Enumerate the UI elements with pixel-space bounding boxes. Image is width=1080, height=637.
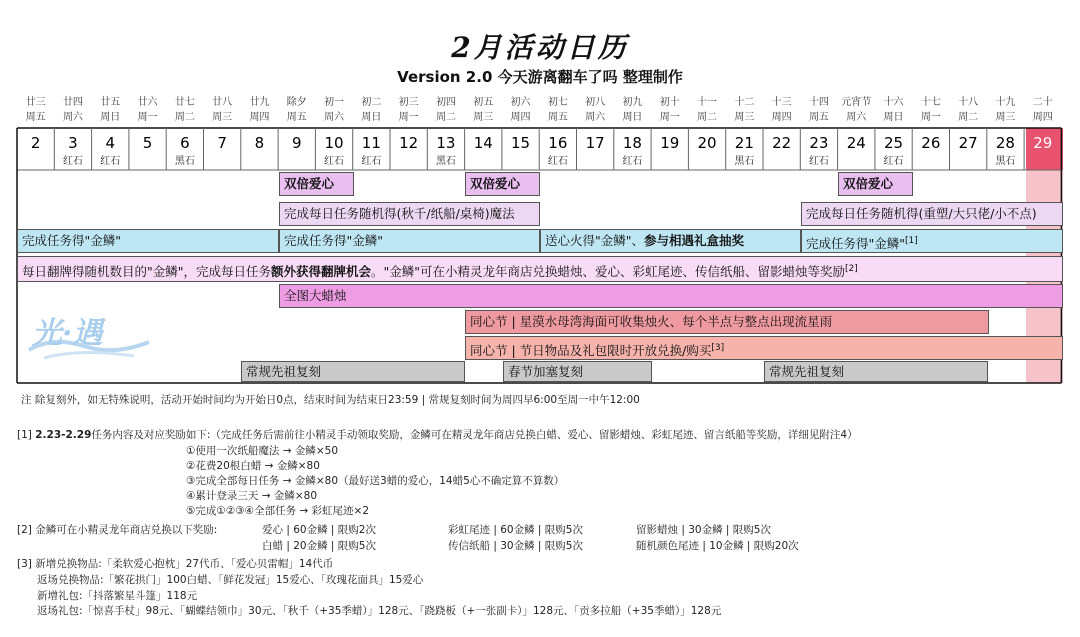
lunar-date: 廿七 [174,97,195,108]
ancestor-rerun-bar-1: 常规先祖复刻 [241,361,465,382]
footnote-1-header [17,427,858,442]
day-number: 17 [585,134,605,152]
day-number: 8 [254,134,265,152]
weekday-label: 周六 [846,112,867,123]
shop-item-4: 白蜡 | 20金鳞 | 限购5次 [262,540,376,552]
big-candle-bar: 全图大蜡烛 [279,284,1063,308]
shard-type [838,156,875,168]
lunar-date: 十三 [771,97,792,108]
lunar-date: 初六 [510,97,531,108]
task-item-1: ①使用一次纸船魔法 → 金鳞×50 [186,445,339,457]
shard-type: 红石 [324,156,345,167]
page-subtitle: Version 2.0 今天游离翻车了吗 整理制作 [397,68,683,86]
shard-type [278,156,315,168]
weekday-label: 周五 [286,112,307,123]
task-scale-bar-1: 完成任务得"金鳞" [17,229,279,253]
main-note: 注 除复刻外，如无特殊说明，活动开始时间均为开始日0点，结束时间为结束日23:59 | 常规复刻时间为周四早6:00至周一中午12:00 [21,394,640,406]
weekday-label: 周五 [547,112,568,123]
weekday-label: 周一 [920,112,941,123]
day-number: 13 [436,134,456,152]
day-number: 22 [772,134,792,152]
day-number: 28 [995,134,1015,152]
lunar-date: 初十 [659,97,680,108]
festival-bar-2 [465,336,1063,360]
day-number: 24 [846,134,866,152]
lunar-date: 元宵节 [841,97,872,108]
shard-type [129,156,166,168]
shop-item-5: 传信纸船 | 30金鳞 | 限购5次 [448,540,583,552]
footnote-2-prefix: [2] 金鳞可在小精灵龙年商店兑换以下奖励: [17,524,218,536]
lunar-date: 廿四 [62,97,83,108]
footnote-3-line-3: 新增礼包:「抖落繁星斗篷」118元 [37,590,198,602]
lunar-date: 十九 [995,97,1016,108]
shard-type: 黑石 [174,156,195,167]
footnote-3-line-1: [3] 新增兑换物品:「柔软爱心抱枕」27代币、「爱心贝雷帽」14代币 [17,558,334,570]
shard-type [17,156,54,168]
day-number: 16 [548,134,568,152]
task-scale-bar-2: 完成任务得"金鳞" [279,229,540,253]
daily-flip-text-b: 。"金鳞"可在小精灵龙年商店兑换蜡烛、爱心、彩虹尾迹、传信纸船、留影蜡烛等奖励 [371,264,846,280]
day-number: 19 [660,134,680,152]
weekday-label: 周日 [883,112,904,123]
task-item-3: ③完成全部每日任务 → 金鳞×80（最好送3蜡的爱心，14蜡5心不确定算不算数） [186,475,565,487]
weekday-label: 周一 [398,112,419,123]
weekday-label: 周二 [697,112,718,123]
footnote-1-date: 2.23-2.29 [35,429,92,441]
shard-type [390,156,427,168]
weekday-label: 周三 [995,112,1016,123]
footnote-1-rest: 任务内容及对应奖励如下:（完成任务后需前往小精灵手动领取奖励，金鳞可在精灵龙年商店兑换白蜡、爱心、留影蜡烛、彩虹尾迹、留言纸船等奖励，详细见附注4） [91,429,858,441]
weekday-label: 周四 [771,112,792,123]
lunar-date: 十二 [734,97,755,108]
day-number: 12 [399,134,419,152]
weekday-label: 周六 [324,112,345,123]
weekday-label: 周一 [659,112,680,123]
shard-type: 红石 [100,156,121,167]
weekday-label: 周三 [734,112,755,123]
shard-type: 红石 [883,156,904,167]
festival-2-text: 同心节 | 节日物品及礼包限时开放兑换/购买 [470,343,712,359]
weekday-label: 周日 [622,112,643,123]
ancestor-rerun-bar-2: 常规先祖复刻 [764,361,988,382]
shard-type [763,156,800,168]
lunar-date: 二十 [1032,97,1053,108]
shard-type: 黑石 [995,156,1016,167]
lunar-date: 初九 [622,97,643,108]
weekday-label: 周日 [361,112,382,123]
day-number: 5 [142,134,153,152]
lunar-date: 廿三 [25,97,46,108]
task-item-4: ④累计登录三天 → 金鳞×80 [186,490,318,502]
shard-type: 黑石 [734,156,755,167]
shard-type [1024,156,1061,168]
weekday-label: 周五 [25,112,46,123]
shard-type [465,156,502,168]
shard-type [241,156,278,168]
shard-type [204,156,241,168]
shop-item-1: 爱心 | 60金鳞 | 限购2次 [262,524,376,536]
shard-type [577,156,614,168]
fire-scale-bar [540,229,801,253]
lunar-date: 廿六 [137,97,158,108]
weekday-label: 周四 [510,112,531,123]
lunar-date: 初五 [473,97,494,108]
footnote-ref-1: [1] [905,236,918,246]
shard-type [950,156,987,168]
footnote-3-line-2: 返场兑换物品:「繁花拱门」100白蜡、「鲜花发冠」15爱心、「玫瑰花面具」15爱心 [37,574,424,586]
lunar-date: 除夕 [286,97,307,108]
task-item-5: ⑤完成①②③④全部任务 → 彩虹尾迹×2 [186,505,370,517]
weekday-label: 周三 [473,112,494,123]
day-number: 7 [217,134,227,152]
weekday-label: 周二 [435,112,456,123]
logo-text: 光·遇 [32,316,103,351]
double-love-bar-3: 双倍爱心 [838,172,913,196]
task-scale-text: 完成任务得"金鳞" [806,236,905,252]
day-number: 14 [473,134,493,152]
day-number: 18 [622,134,642,152]
day-number: 4 [105,134,116,152]
weekday-label: 周四 [249,112,270,123]
weekday-label: 周日 [100,112,121,123]
lunar-date: 初一 [324,97,345,108]
day-number: 10 [324,134,344,152]
lunar-date: 初八 [585,97,606,108]
footnote-3-line-4: 返场礼包:「惊喜手杖」98元、「蝴蝶结领巾」30元、「秋千（+35季蜡）」128元、「跷跷板（+一张副卡）」128元、「贡多拉船（+35季蜡）」128元 [37,605,722,617]
day-number: 15 [510,134,531,152]
weekday-label: 周六 [62,112,83,123]
shard-type: 红石 [547,156,568,167]
task-item-2: ②花费20根白蜡 → 金鳞×80 [186,460,320,472]
daily-magic-bar-2: 完成每日任务随机得(重塑/大只佬/小不点) [801,202,1063,226]
day-number: 6 [180,134,190,152]
shop-item-3: 留影蜡烛 | 30金鳞 | 限购5次 [636,524,771,536]
weekday-label: 周三 [212,112,233,123]
footnote-1-prefix: [1] [17,429,36,441]
lunar-date: 初七 [547,97,568,108]
day-number: 23 [809,134,829,152]
lunar-date: 廿八 [212,97,233,108]
page-title: 2月活动日历 [451,31,629,64]
festival-bar-1: 同心节 | 星漠水母湾海面可收集烛火、每个半点与整点出现流星雨 [465,310,989,334]
daily-flip-bold: 额外获得翻牌机会 [271,264,372,280]
weekday-label: 周四 [1032,112,1053,123]
day-number: 20 [697,134,717,152]
lunar-date: 十一 [697,97,718,108]
fire-scale-bold: 参与相遇礼盒抽奖 [644,233,745,248]
shard-type: 红石 [361,156,382,167]
double-love-bar-1: 双倍爱心 [279,172,354,196]
sky-logo-watermark [24,306,154,362]
daily-flip-text-a: 每日翻牌得随机数目的"金鳞"，完成每日任务 [22,264,271,280]
shop-item-6: 随机颜色尾迹 | 10金鳞 | 限购20次 [636,540,799,552]
weekday-label: 周二 [958,112,979,123]
day-number: 27 [958,134,978,152]
footnote-ref-3: [3] [711,343,725,353]
weekday-label: 周五 [808,112,829,123]
day-number: 26 [921,134,941,152]
shard-type: 黑石 [435,156,456,167]
shard-type: 红石 [62,156,83,167]
lunar-date: 初四 [435,97,456,108]
shard-type [912,156,949,168]
lunar-date: 十八 [958,97,979,108]
day-number: 11 [361,134,381,152]
lunar-date: 初三 [398,97,419,108]
task-scale-bar-3 [801,229,1063,253]
shard-type [651,156,688,168]
shard-type [688,156,725,168]
day-number: 29 [1033,134,1053,152]
lunar-date: 廿五 [100,97,121,108]
weekday-label: 周一 [137,112,158,123]
footnote-ref-2: [2] [845,264,858,274]
weekday-label: 周二 [174,112,195,123]
shop-item-2: 彩虹尾迹 | 60金鳞 | 限购5次 [448,524,583,536]
lunar-date: 初二 [361,97,382,108]
daily-flip-bar [17,256,1063,282]
fire-scale-text: 送心火得"金鳞"、 [545,233,644,248]
spring-festival-rerun-bar: 春节加塞复刻 [503,361,652,382]
day-number: 9 [291,134,302,152]
day-number: 3 [68,134,78,152]
day-number: 21 [734,134,754,152]
lunar-date: 十四 [808,97,829,108]
weekday-label: 周六 [585,112,606,123]
double-love-bar-2: 双倍爱心 [465,172,540,196]
day-number: 2 [30,134,41,152]
shard-type: 红石 [808,156,829,167]
daily-magic-bar-1: 完成每日任务随机得(秋千/纸船/桌椅)魔法 [279,202,540,226]
lunar-date: 廿九 [249,97,270,108]
lunar-date: 十六 [883,97,904,108]
lunar-date: 十七 [920,97,941,108]
shard-type [502,156,539,168]
shard-type: 红石 [622,156,643,167]
day-number: 25 [883,134,904,152]
